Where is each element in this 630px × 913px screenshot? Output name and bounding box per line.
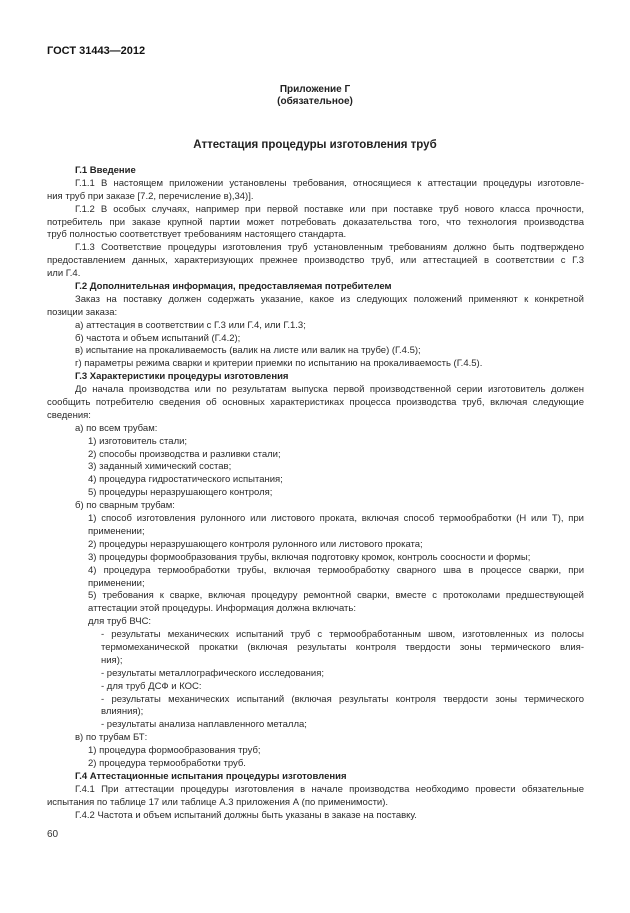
text-line: - для труб ДСФ и КОС: bbox=[101, 680, 202, 692]
text-line: ния); bbox=[101, 654, 123, 666]
text-line: 2) процедуры неразрушающего контроля рулонного или листового проката; bbox=[88, 538, 423, 550]
text-line: Г.3 Характеристики процедуры изготовления bbox=[75, 371, 289, 383]
text-line: 5) требования к сварке, включая процедуру ремонтной сварки, вместе с протоколами предшествующей bbox=[88, 590, 584, 602]
text-line: предоставлением данных, характеризующих прежнее производство труб, или аттестацией в соответствии с Г.3 bbox=[47, 255, 584, 267]
text-line: Г.1.1 В настоящем приложении установлены требования, относящиеся к аттестации процедуры изготовле- bbox=[75, 177, 584, 189]
list-item bbox=[47, 320, 584, 333]
text-line: Г.4.2 Частота и объем испытаний должны быть указаны в заказе на поставку. bbox=[75, 809, 417, 821]
paragraph bbox=[47, 810, 584, 823]
text-line: 4) процедура термообработки трубы, включая термообработку сварного шва в процессе сварки, при bbox=[88, 564, 584, 576]
text-line: 3) процедуры формообразования трубы, включая подготовку кромок, контроль соосности и формы; bbox=[88, 551, 531, 563]
section-heading bbox=[47, 281, 584, 294]
text-line: Г.4 Аттестационные испытания процедуры изготовления bbox=[75, 770, 347, 782]
list-item bbox=[47, 681, 584, 694]
paragraph bbox=[47, 242, 584, 281]
text-line: испытания по таблице 17 или таблице А.3 приложения А (по применимости). bbox=[47, 796, 389, 808]
text-line: а) по всем трубам: bbox=[75, 422, 158, 434]
list-item bbox=[47, 719, 584, 732]
text-line: 2) способы производства и разливки стали; bbox=[88, 448, 281, 460]
list-item bbox=[47, 461, 584, 474]
section-heading bbox=[47, 371, 584, 384]
paragraph bbox=[47, 178, 584, 204]
text-line: - результаты анализа наплавленного металла; bbox=[101, 719, 307, 731]
text-line: в) испытание на прокаливаемость (валик на листе или валик на трубе) (Г.4.5); bbox=[75, 345, 421, 357]
text-line: или Г.4. bbox=[47, 268, 81, 280]
page-title: Аттестация процедуры изготовления труб bbox=[193, 139, 437, 151]
text-line: Г.1.3 Соответствие процедуры изготовления труб установленным требованиям должно быть подтверждено bbox=[75, 242, 584, 254]
text-line: применении; bbox=[88, 577, 145, 589]
text-line: ния труб при заказе [7.2, перечисление в),34)]. bbox=[47, 190, 254, 202]
text-line: влияния); bbox=[101, 706, 144, 718]
list-item bbox=[47, 616, 584, 629]
text-line: Г.1.2 В особых случаях, например при первой поставке или при поставке труб нового класса прочности, bbox=[75, 203, 584, 215]
text-line: г) параметры режима сварки и критерии приемки по испытанию на прокаливаемость (Г.4.5). bbox=[75, 358, 483, 370]
text-line: - результаты металлографического исследования; bbox=[101, 667, 325, 679]
list-item bbox=[47, 423, 584, 436]
text-line: 4) процедура гидростатического испытания; bbox=[88, 474, 283, 486]
text-line: а) аттестация в соответствии с Г.3 или Г.4, или Г.1.3; bbox=[75, 319, 306, 331]
list-item bbox=[47, 565, 584, 591]
list-item bbox=[47, 590, 584, 616]
document-body bbox=[47, 165, 584, 822]
list-item bbox=[47, 333, 584, 346]
text-line: 1) способ изготовления рулонного или листового проката, включая способ термообработки (Н или Т), при bbox=[88, 513, 584, 525]
list-item bbox=[47, 539, 584, 552]
list-item bbox=[47, 694, 584, 720]
text-line: применении; bbox=[88, 525, 145, 537]
list-item bbox=[47, 500, 584, 513]
list-item bbox=[47, 345, 584, 358]
text-line: 2) процедура термообработки труб. bbox=[88, 757, 246, 769]
text-line: 1) изготовитель стали; bbox=[88, 435, 188, 447]
list-item bbox=[47, 758, 584, 771]
list-item bbox=[47, 668, 584, 681]
text-line: б) частота и объем испытаний (Г.4.2); bbox=[75, 332, 241, 344]
text-line: - результаты механических испытаний труб с термообработанным швом, изготовленных из полосы bbox=[101, 629, 584, 641]
paragraph bbox=[47, 204, 584, 243]
text-line: Заказ на поставку должен содержать указание, какое из следующих положений применяют к конкретной bbox=[75, 293, 584, 305]
text-line: - результаты механических испытаний (включая результаты контроля твердости зоны термического bbox=[101, 693, 584, 705]
text-line: потребитель при заказе крупной партии может потребовать доказательства того, что технология производства bbox=[47, 216, 584, 228]
text-line: б) по сварным трубам: bbox=[75, 500, 175, 512]
list-item bbox=[47, 745, 584, 758]
text-line: аттестации этой процедуры. Информация должна включать: bbox=[88, 603, 356, 615]
list-item bbox=[47, 552, 584, 565]
document-id: ГОСТ 31443—2012 bbox=[47, 45, 146, 57]
page-number: 60 bbox=[47, 829, 59, 840]
text-line: труб полностью соответствует требованиям настоящего стандарта. bbox=[47, 229, 347, 241]
text-line: термомеханической прокатки (включая результаты контроля твердости зоны термического влия- bbox=[101, 641, 584, 653]
section-heading bbox=[47, 165, 584, 178]
text-line: 1) процедура формообразования труб; bbox=[88, 745, 261, 757]
text-line: Г.2 Дополнительная информация, предоставляемая потребителем bbox=[75, 281, 392, 293]
text-line: для труб ВЧС: bbox=[88, 616, 152, 628]
list-item bbox=[47, 513, 584, 539]
list-item bbox=[47, 629, 584, 668]
text-line: До начала производства или по результатам выпуска первой производственной серии изготовитель должен bbox=[75, 384, 584, 396]
text-line: 5) процедуры неразрушающего контроля; bbox=[88, 487, 273, 499]
paragraph bbox=[47, 294, 584, 320]
appendix-status: (обязательное) bbox=[277, 96, 353, 107]
list-item bbox=[47, 436, 584, 449]
list-item bbox=[47, 449, 584, 462]
list-item bbox=[47, 358, 584, 371]
paragraph bbox=[47, 784, 584, 810]
list-item bbox=[47, 474, 584, 487]
list-item bbox=[47, 487, 584, 500]
paragraph bbox=[47, 384, 584, 423]
section-heading bbox=[47, 771, 584, 784]
text-line: позиции заказа: bbox=[47, 306, 118, 318]
list-item bbox=[47, 732, 584, 745]
text-line: Г.4.1 При аттестации процедуры изготовления в начале производства необходимо провести обязательные bbox=[75, 783, 584, 795]
text-line: 3) заданный химический состав; bbox=[88, 461, 232, 473]
text-line: Г.1 Введение bbox=[75, 165, 136, 176]
appendix-label: Приложение Г bbox=[279, 84, 351, 95]
text-line: в) по трубам БТ: bbox=[75, 732, 148, 744]
text-line: сообщить потребителю сведения об основных характеристиках процесса производства труб, включая следующие bbox=[47, 397, 584, 409]
text-line: сведения: bbox=[47, 409, 91, 421]
